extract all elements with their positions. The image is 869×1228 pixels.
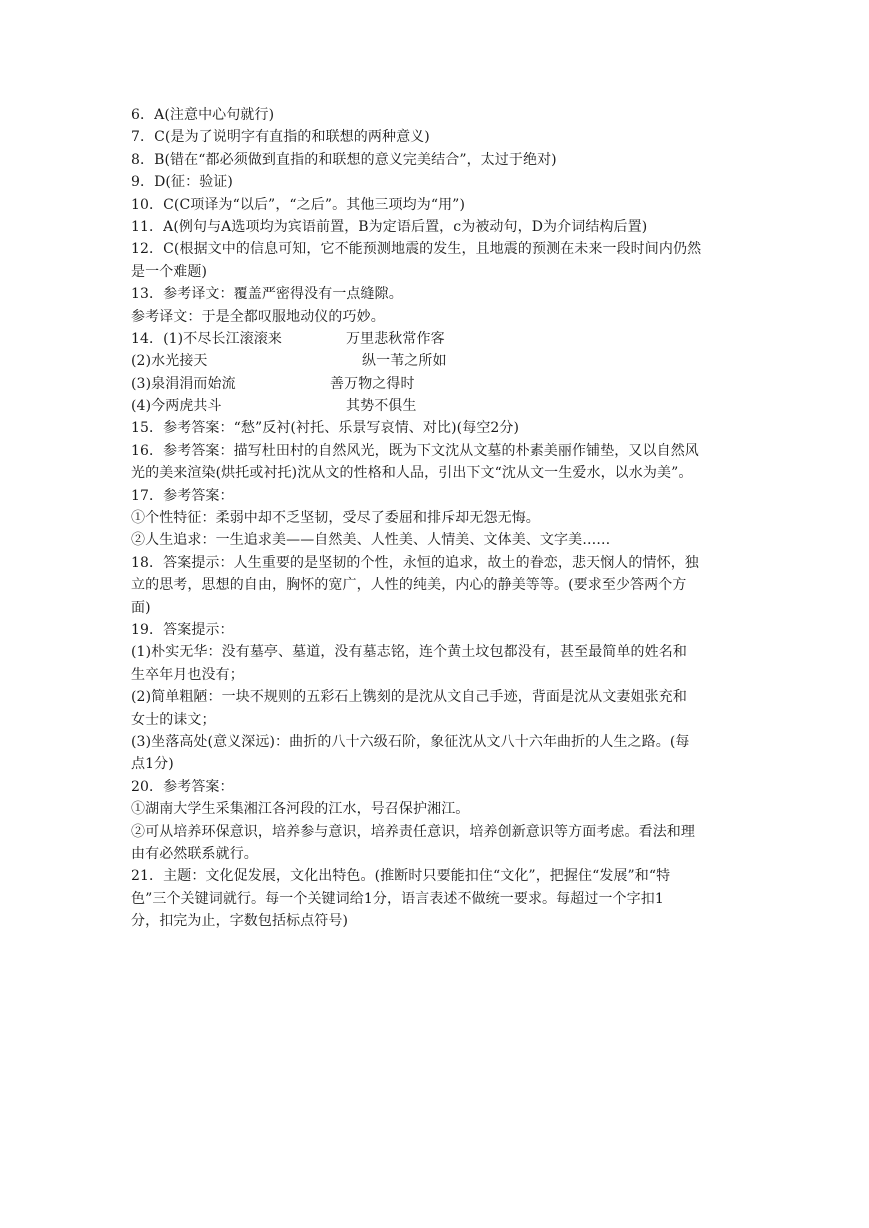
answer-14-row-3-right: 善万物之得时 [330,375,415,392]
answer-19-line-6: (3)坐落高处(意义深远)：曲折的八十六级石阶，象征沈从文八十六年曲折的人生之路。(每 [131,733,690,750]
answer-14-row-3-left: (3)泉涓涓而始流 [131,375,236,392]
answer-19-line-3: 生卒年月也没有； [131,666,244,683]
answer-21-line-2: 色”三个关键词就行。每一个关键词给1分，语言表述不做统一要求。每超过一个字扣1 [131,890,664,907]
answer-9: 9．D(征：验证) [131,174,233,191]
answer-18-line-1: 18．答案提示：人生重要的是坚韧的个性，永恒的追求，故土的眷恋，悲天悯人的情怀，独 [131,554,699,571]
answer-14-row-4 [131,395,743,417]
answer-20-line-3: ②可从培养环保意识，培养参与意识，培养责任意识，培养创新意识等方面考虑。看法和理 [131,823,695,840]
answer-14-row-4-left: (4)今两虎共斗 [131,398,222,415]
answer-key [131,104,743,932]
answer-14-row-1 [131,328,743,350]
answer-14-row-2 [131,350,743,372]
answer-17-line-1: 17．参考答案： [131,487,234,504]
answer-13-line-1: 13．参考译文：覆盖严密得没有一点缝隙。 [131,286,403,303]
answer-8: 8．B(错在“都必须做到直指的和联想的意义完美结合”，太过于绝对) [131,151,557,168]
answer-19-line-4: (2)简单粗陋：一块不规则的五彩石上镌刻的是沈从文自己手迹，背面是沈从文妻姐张充和 [131,689,687,706]
answer-16-line-1: 16．参考答案：描写杜田村的自然风光，既为下文沈从文墓的朴素美丽作铺垫，又以自然风 [131,442,699,459]
answer-19-line-2: (1)朴实无华：没有墓亭、墓道，没有墓志铭，连个黄土坟包都没有，甚至最简单的姓名和 [131,644,687,661]
answer-11: 11．A(例句与A选项均为宾语前置，B为定语后置，c为被动句，D为介词结构后置) [131,218,648,235]
answer-12-line-2: 是一个难题) [131,263,208,280]
answer-19-line-1: 19．答案提示： [131,621,234,638]
answer-19-line-7: 点1分) [131,756,174,773]
answer-14-row-2-right: 纵一苇之所如 [362,353,447,370]
answer-20-line-4: 由有必然联系就行。 [131,845,258,862]
answer-12-line-1: 12．C(根据文中的信息可知，它不能预测地震的发生，且地震的预测在未来一段时间内仍然 [131,241,702,258]
answer-14-row-1-left: 14．(1)不尽长江滚滚来 [131,330,282,347]
answer-6: 6．A(注意中心句就行) [131,107,275,123]
answer-21-line-3: 分，扣完为止，字数包括标点符号) [131,913,349,930]
answer-21-line-1: 21．主题：文化促发展，文化出特色。(推断时只要能扣住“文化”，把握住“发展”和“特 [131,868,671,885]
answer-15: 15．参考答案：“愁”反衬(衬托、乐景写哀情、对比)(每空2分) [131,420,520,437]
answer-20-line-1: 20．参考答案： [131,778,234,795]
answer-19-line-5: 女士的诔文； [131,711,216,728]
answer-14-row-4-right: 其势不俱生 [346,398,417,415]
answer-18-line-2: 立的思考，思想的自由，胸怀的宽广，人性的纯美，内心的静美等等。(要求至少答两个方 [131,577,687,594]
answer-17-line-3: ②人生追求：一生追求美——自然美、人性美、人情美、文体美、文字美…… [131,532,611,549]
answer-13-line-2: 参考译文：于是全都叹服地动仪的巧妙。 [131,308,385,325]
answer-16-line-2: 光的美来渲染(烘托或衬托)沈从文的性格和人品，引出下文“沈从文一生爱水，以水为美”。 [131,465,693,482]
answer-14-row-2-left: (2)水光接天 [131,353,208,370]
answer-14-row-3 [131,373,743,395]
answer-17-line-2: ①个性特征：柔弱中却不乏坚韧，受尽了委屈和排斥却无怨无悔。 [131,510,540,527]
answer-7: 7．C(是为了说明字有直指的和联想的两种意义) [131,129,430,146]
answer-10: 10．C(C项译为“以后”，“之后”。其他三项均为“用”) [131,196,466,213]
answer-14-row-1-right: 万里悲秋常作客 [346,330,445,347]
answer-18-line-3: 面) [131,599,151,616]
answer-20-line-2: ①湖南大学生采集湘江各河段的江水，号召保护湘江。 [131,801,470,818]
